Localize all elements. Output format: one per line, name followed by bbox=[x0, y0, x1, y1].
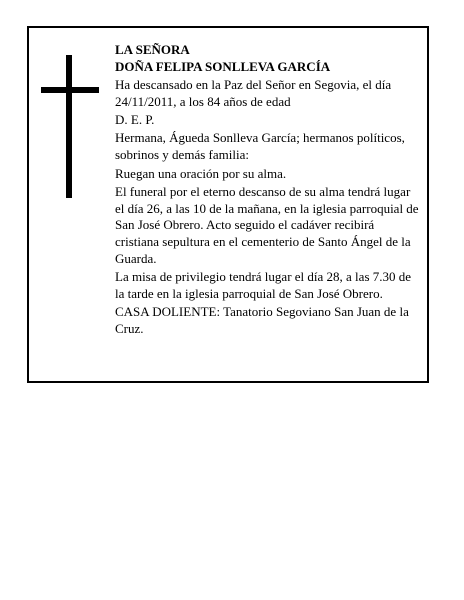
dep-text: D. E. P. bbox=[115, 112, 155, 128]
mourning-house: CASA DOLIENTE: Tanatorio Segoviano San Juan de la Cruz. bbox=[115, 304, 409, 337]
family-text: Hermana, Águeda Sonlleva García; hermanos políticos, sobrinos y demás familia: bbox=[115, 130, 405, 163]
death-statement: Ha descansado en la Paz del Señor en Segovia, el día 24/11/2011, a los 84 años de edad bbox=[115, 77, 392, 109]
cross-vertical-bar bbox=[66, 55, 72, 198]
mass-details: La misa de privilegio tendrá lugar el día 28, a las 7.30 de la tarde en la iglesia parroquial de San José Obrero. bbox=[115, 269, 412, 302]
title-line-1: LA SEÑORA bbox=[115, 42, 190, 57]
cross-horizontal-bar bbox=[41, 87, 99, 93]
deceased-name: DOÑA FELIPA SONLLEVA GARCÍA bbox=[115, 58, 331, 74]
funeral-details: El funeral por el eterno descanso de su alma tendrá lugar el día 26, a las 10 de la mañana, en la iglesia parroquial de San José Obrero. Acto seguido el cadáver recibirá cristiana sepultura en el cementerio de Santo Ángel de la Guarda. bbox=[115, 183, 419, 267]
obituary-notice bbox=[27, 26, 429, 383]
latin-cross-icon bbox=[41, 55, 99, 198]
notice-text bbox=[115, 42, 421, 338]
prayer-request: Ruegan una oración por su alma. bbox=[115, 165, 287, 181]
